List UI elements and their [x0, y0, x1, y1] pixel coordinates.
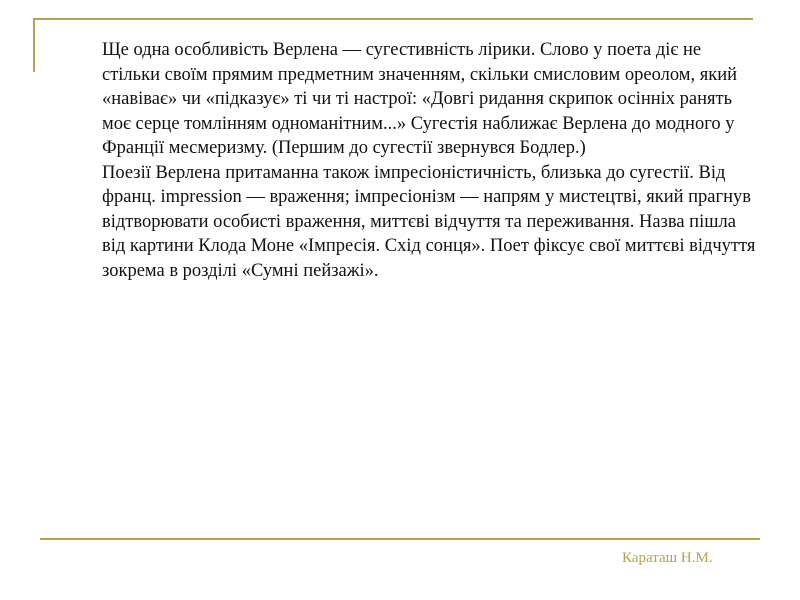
slide-body [102, 38, 762, 283]
paragraph-impressionism: Поезії Верлена притаманна також імпресіоністичність, близька до сугестії. Від франц. impression — враження; імпресіонізм — напрям у мистецтві, який прагнув відтворювати особисті враження, миттєві відчуття та переживання. Назва пішла від картини Клода Моне «Імпресія. Схід сонця». Поет фіксує свої миттєві відчуття зокрема в розділі «Сумні пейзажі». [102, 162, 756, 281]
paragraph-suggestion: Ще одна особливість Верлена — сугестивність лірики. Слово у поета діє не стільки своїм прямим предметним значенням, скільки смисловим ореолом, який «навіває» чи «підказує» ті чи ті настрої: «Довгі ридання скрипок осінніх ранять моє серце томлінням одноманітним...» Сугестія наближає Верлена до модного у Франції месмеризму. (Першим до сугестії звернувся Бодлер.) [102, 40, 737, 158]
left-decorative-rule [33, 18, 35, 72]
footer-author: Караташ Н.М. [622, 550, 713, 566]
top-decorative-rule [33, 18, 753, 20]
bottom-decorative-rule [40, 538, 760, 540]
